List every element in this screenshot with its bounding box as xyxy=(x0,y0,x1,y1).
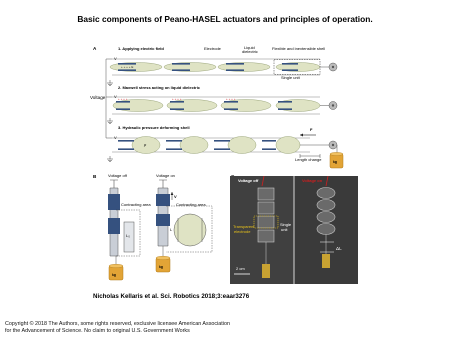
svg-text:+ + + +: + + + + xyxy=(172,97,182,101)
kg-label-a: kg xyxy=(333,160,337,164)
voltage-label: Voltage xyxy=(90,95,106,100)
scale-bar-label: 2 cm xyxy=(236,266,245,271)
shell-label: Flexible and inextensible shell xyxy=(272,46,326,51)
copyright-line-2: for the Advancement of Science. No claim to original U.S. Government Works xyxy=(5,328,190,334)
single-unit-c-1: Single xyxy=(280,222,292,227)
panel-a-letter: A xyxy=(93,46,97,51)
f-label: F xyxy=(310,127,313,132)
transparent-electrode-2: electrode xyxy=(234,229,251,234)
step3-label: 3. Hydraulic pressure deforming shell xyxy=(118,125,190,130)
v-label-row3: V xyxy=(114,135,117,140)
single-unit-label: Single unit xyxy=(281,75,300,80)
c-voltage-on-label: Voltage on xyxy=(302,178,323,183)
step1-label: 1. Applying electric field xyxy=(118,46,164,51)
single-unit-c-2: unit xyxy=(281,227,288,232)
svg-text:+ + + +: + + + + xyxy=(118,97,128,101)
panel-a-diagram xyxy=(88,40,360,170)
c-voltage-off-label: Voltage off xyxy=(238,178,259,183)
step2-label: 2. Maxwell stress acting on liquid dielectric xyxy=(118,85,201,90)
b-voltage-on-label: Voltage on xyxy=(156,173,175,178)
b-voltage-off-label: Voltage off xyxy=(108,173,127,178)
length-change-label: Length change xyxy=(295,157,322,162)
svg-text:+ + + +: + + + + xyxy=(226,97,236,101)
b-kg-label-left: kg xyxy=(112,273,116,277)
figure xyxy=(88,40,360,286)
b-contracting-area-right: Contracting area xyxy=(176,202,206,207)
b-kg-label-right: kg xyxy=(159,265,163,269)
v-label-row2: V xyxy=(114,94,117,99)
p-label: p xyxy=(144,141,147,147)
b-l0-label: L₀ xyxy=(126,233,130,238)
figure-title: Basic components of Peano-HASEL actuators and principles of operation. xyxy=(77,14,373,24)
v-label-row1: V xyxy=(114,56,117,61)
b-l-label: L xyxy=(170,227,173,232)
b-v-label: V xyxy=(174,194,177,199)
copyright xyxy=(5,321,230,335)
svg-text:+ + + + E: + + + + E xyxy=(121,65,134,70)
transparent-electrode-1: Transparent xyxy=(233,224,255,229)
copyright-line-1: Copyright © 2018 The Authors, some rights reserved, exclusive licensee American Association xyxy=(5,321,230,327)
delta-l-label: ΔL xyxy=(336,246,342,251)
panel-b-diagram xyxy=(88,170,228,282)
citation: Nicholas Kellaris et al. Sci. Robotics 2018;3:eaar3276 xyxy=(93,293,250,300)
liquid-label-2: dielectric xyxy=(242,49,258,54)
panel-b-letter: B xyxy=(93,174,97,179)
electrode-label: Electrode xyxy=(204,46,221,51)
liquid-label-1: Liquid xyxy=(244,45,255,50)
b-contracting-area-left: Contracting area xyxy=(121,202,151,207)
